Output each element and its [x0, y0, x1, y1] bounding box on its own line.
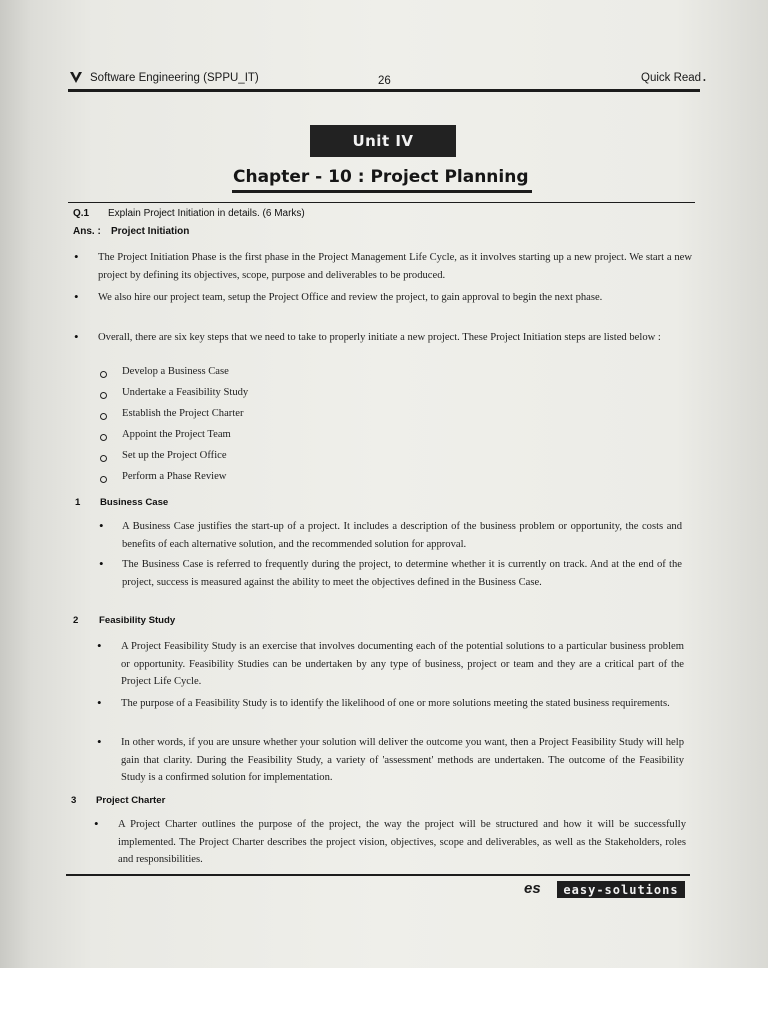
unit-label: Unit IV: [310, 125, 456, 157]
step-item: Appoint the Project Team: [122, 429, 231, 440]
hollow-bullet-icon: [100, 413, 107, 420]
question-text: Explain Project Initiation in details. (6 Marks): [108, 208, 305, 219]
step-item: Develop a Business Case: [122, 366, 229, 377]
bullet-icon: •: [99, 518, 104, 533]
hollow-bullet-icon: [100, 371, 107, 378]
answer-label: Ans. :: [73, 226, 101, 237]
header-marker-icon: •: [703, 76, 706, 85]
section-number: 2: [73, 615, 79, 626]
section-number: 1: [75, 497, 81, 508]
section-rule: [68, 202, 695, 203]
hollow-bullet-icon: [100, 434, 107, 441]
footer-rule: [66, 874, 690, 876]
section-bullet: The Business Case is referred to frequently during the project, to determine whether it is currently on track. And at the end of the project, success is measured against the ability to meet the objectives defined in the Business Case.: [122, 559, 682, 588]
chapter-title: Chapter - 10 : Project Planning: [233, 167, 529, 187]
section-bullet: A Project Feasibility Study is an exercise that involves documenting each of the potential solutions to a particular business problem or opportunity. Feasibility Studies can be undertaken by any type of business, project or team and they are a critical part of the Project Life Cycle.: [121, 641, 684, 687]
step-item: Set up the Project Office: [122, 450, 227, 461]
footer-logo: easy-solutions: [557, 881, 685, 898]
header-rule: [68, 89, 700, 92]
section-number: 3: [71, 795, 77, 806]
intro-bullet: We also hire our project team, setup the Project Office and review the project, to gain approval to begin the next phase.: [98, 292, 603, 303]
bullet-icon: •: [97, 734, 102, 749]
section-bullet: A Business Case justifies the start-up of a project. It includes a description of the business problem or opportunity, the costs and benefits of each alternative solution, and the recommended solution for approval.: [122, 521, 682, 550]
step-item: Perform a Phase Review: [122, 471, 227, 482]
bullet-icon: •: [97, 695, 102, 710]
section-title: Project Charter: [96, 795, 166, 806]
footer-logo-prefix: es: [524, 880, 541, 897]
bullet-icon: •: [97, 638, 102, 653]
section-bullet: The purpose of a Feasibility Study is to identify the likelihood of one or more solutions meeting the stated business requirements.: [121, 698, 670, 709]
section-title: Business Case: [100, 497, 169, 508]
hollow-bullet-icon: [100, 476, 107, 483]
page-number: 26: [378, 75, 391, 87]
bullet-icon: •: [74, 249, 79, 264]
question-number: Q.1: [73, 208, 90, 219]
section-title: Feasibility Study: [99, 615, 176, 626]
answer-topic: Project Initiation: [111, 226, 190, 237]
intro-bullet: Overall, there are six key steps that we need to take to properly initiate a new project. These Project Initiation steps are listed below :: [98, 332, 661, 343]
step-item: Undertake a Feasibility Study: [122, 387, 249, 398]
series-label: Quick Read: [641, 72, 702, 84]
bullet-icon: •: [74, 329, 79, 344]
bullet-icon: •: [94, 816, 99, 831]
step-item: Establish the Project Charter: [122, 408, 244, 419]
section-bullet: In other words, if you are unsure whether your solution will deliver the outcome you want, then a Project Feasibility Study will help gain that clarity. During the Feasibility Study, a variety of 'assessment' methods are undertaken. The outcome of the Feasibility Study is a confirmed solution for implementation.: [121, 737, 684, 783]
bullet-icon: •: [99, 556, 104, 571]
hollow-bullet-icon: [100, 455, 107, 462]
book-title: Software Engineering (SPPU_IT): [90, 72, 259, 84]
hollow-bullet-icon: [100, 392, 107, 399]
chapter-underline: [232, 190, 532, 193]
intro-bullet: The Project Initiation Phase is the first phase in the Project Management Life Cycle, as it involves starting up a new project. We start a new project by defining its objectives, scope, purpose and deliverables to be produced.: [98, 252, 692, 281]
bullet-icon: •: [74, 289, 79, 304]
publisher-logo-icon: [69, 71, 83, 89]
section-bullet: A Project Charter outlines the purpose of the project, the way the project will be structured and how it will be successfully implemented. The Project Charter describes the project vision, objectives, scope and deliverables, as well as the Stakeholders, roles and responsibilities.: [118, 819, 686, 865]
